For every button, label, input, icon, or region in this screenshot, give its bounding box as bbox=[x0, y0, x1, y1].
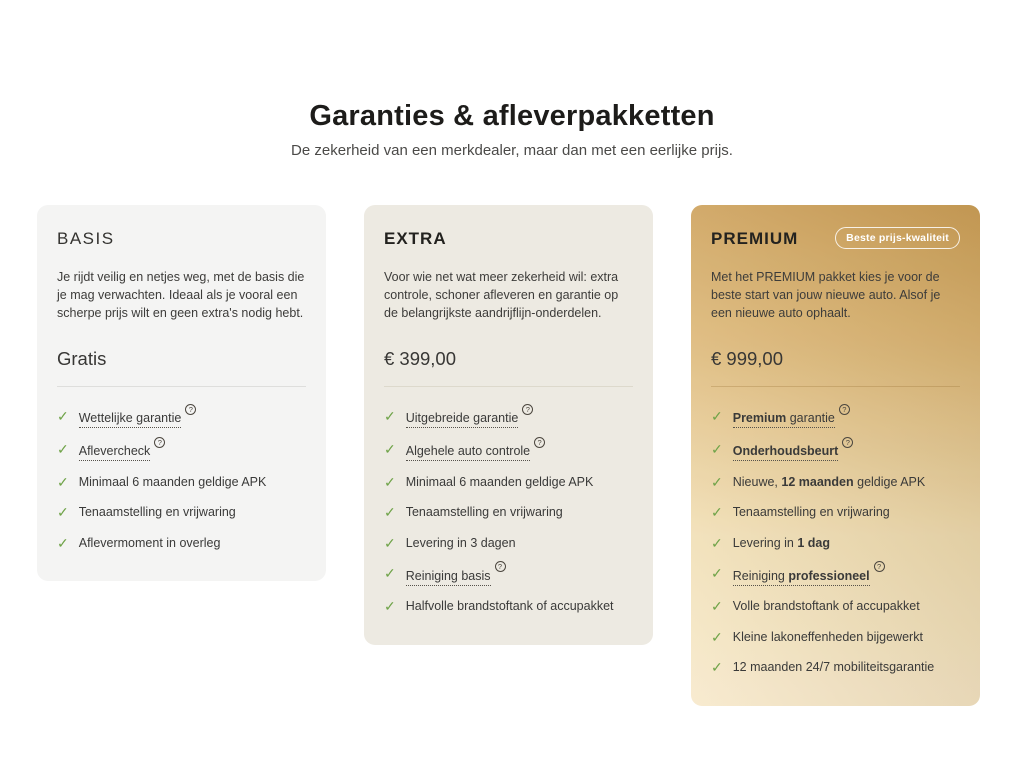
feature-text-segment: Aflevermoment in overleg bbox=[78, 535, 221, 550]
feature-item bbox=[57, 536, 306, 552]
check-icon: ✓ bbox=[384, 534, 396, 551]
feature-label bbox=[732, 405, 850, 427]
check-icon: ✓ bbox=[57, 534, 69, 551]
feature-text-segment: geldige APK bbox=[853, 474, 926, 489]
feature-list bbox=[57, 405, 306, 551]
check-icon: ✓ bbox=[711, 628, 723, 645]
feature-label bbox=[732, 437, 854, 460]
package-price: € 399,00 bbox=[384, 348, 457, 369]
feature-tooltip-link[interactable] bbox=[733, 569, 870, 586]
package-price: Gratis bbox=[57, 348, 107, 369]
feature-item bbox=[384, 562, 633, 584]
feature-label bbox=[733, 505, 890, 521]
feature-list bbox=[711, 405, 960, 676]
feature-text-segment: Reiniging basis bbox=[405, 568, 491, 583]
feature-text-segment: Volle brandstoftank of accupakket bbox=[732, 599, 920, 614]
feature-label bbox=[406, 505, 563, 521]
package-name: BASIS bbox=[57, 229, 115, 248]
package-cards bbox=[37, 205, 980, 706]
feature-text-segment: professioneel bbox=[788, 568, 870, 583]
feature-text-segment: Aflevercheck bbox=[78, 443, 151, 458]
check-icon: ✓ bbox=[711, 408, 723, 424]
check-icon: ✓ bbox=[57, 408, 69, 424]
package-price: € 999,00 bbox=[711, 348, 784, 369]
feature-item bbox=[384, 505, 633, 521]
feature-item bbox=[711, 536, 960, 552]
info-icon[interactable]: ? bbox=[842, 437, 853, 448]
feature-label bbox=[733, 475, 926, 491]
feature-label bbox=[405, 405, 534, 427]
feature-text-segment: Nieuwe, bbox=[732, 474, 782, 489]
feature-label bbox=[732, 562, 885, 584]
page-subtitle: De zekerheid van een merkdealer, maar dan met een eerlijke prijs. bbox=[291, 142, 733, 159]
check-icon: ✓ bbox=[711, 659, 723, 676]
check-icon: ✓ bbox=[384, 598, 396, 615]
check-icon: ✓ bbox=[384, 504, 396, 521]
check-icon: ✓ bbox=[711, 534, 723, 551]
feature-item bbox=[57, 475, 306, 491]
divider bbox=[57, 386, 306, 387]
info-icon[interactable]: ? bbox=[534, 437, 545, 448]
feature-item bbox=[57, 437, 306, 460]
feature-text-segment: Tenaamstelling en vrijwaring bbox=[732, 505, 890, 520]
check-icon: ✓ bbox=[384, 440, 396, 457]
feature-text-segment: 12 maanden bbox=[781, 474, 854, 489]
feature-tooltip-link[interactable] bbox=[406, 411, 519, 428]
best-value-badge: Beste prijs-kwaliteit bbox=[835, 227, 960, 249]
check-icon: ✓ bbox=[384, 565, 396, 582]
feature-item bbox=[384, 405, 633, 427]
check-icon: ✓ bbox=[711, 504, 723, 521]
feature-item bbox=[711, 562, 960, 584]
info-icon[interactable]: ? bbox=[874, 561, 885, 572]
feature-text-segment: Tenaamstelling en vrijwaring bbox=[405, 505, 563, 520]
info-icon[interactable]: ? bbox=[154, 437, 165, 448]
package-description: Voor wie net wat meer zekerheid wil: extra controle, schoner afleveren en garantie op de belangrijkste aandrijflijn-onderdelen. bbox=[384, 270, 619, 321]
feature-item bbox=[711, 660, 960, 676]
feature-text-segment: Algehele auto controle bbox=[405, 443, 531, 458]
feature-list bbox=[384, 405, 633, 615]
feature-item bbox=[384, 599, 633, 615]
feature-label bbox=[733, 536, 830, 552]
check-icon: ✓ bbox=[57, 473, 69, 490]
check-icon: ✓ bbox=[711, 473, 723, 490]
check-icon: ✓ bbox=[57, 440, 69, 457]
feature-item bbox=[711, 437, 960, 460]
feature-tooltip-link[interactable] bbox=[733, 444, 839, 461]
feature-label bbox=[78, 405, 197, 427]
info-icon[interactable]: ? bbox=[839, 404, 850, 415]
feature-label bbox=[733, 660, 935, 676]
feature-label bbox=[405, 562, 506, 584]
divider bbox=[384, 386, 633, 387]
card-header bbox=[384, 227, 633, 249]
feature-text-segment: Levering in bbox=[732, 535, 798, 550]
feature-label bbox=[733, 630, 923, 646]
page-title: Garanties & afleverpakketten bbox=[309, 100, 715, 132]
feature-item bbox=[384, 536, 633, 552]
feature-text-segment: garantie bbox=[786, 411, 835, 426]
feature-text-segment: Reiniging bbox=[732, 568, 789, 583]
check-icon: ✓ bbox=[384, 473, 396, 490]
package-description: Met het PREMIUM pakket kies je voor de beste start van jouw nieuwe auto. Alsof je een nieuwe auto ophaalt. bbox=[711, 270, 941, 321]
feature-text-segment: Premium bbox=[732, 411, 787, 426]
feature-text-segment: 1 dag bbox=[797, 535, 831, 550]
package-card-premium bbox=[691, 205, 980, 706]
info-icon[interactable]: ? bbox=[495, 561, 506, 572]
check-icon: ✓ bbox=[384, 408, 396, 424]
feature-text-segment: Halfvolle brandstoftank of accupakket bbox=[405, 599, 614, 614]
feature-label bbox=[406, 599, 614, 615]
feature-label bbox=[406, 536, 516, 552]
feature-text-segment: Minimaal 6 maanden geldige APK bbox=[405, 474, 594, 489]
info-icon[interactable]: ? bbox=[185, 404, 196, 415]
package-description: Je rijdt veilig en netjes weg, met de basis die je mag verwachten. Ideaal als je vooral een scherpe prijs wilt en geen extra's nodig hebt. bbox=[57, 270, 305, 321]
feature-text-segment: Kleine lakoneffenheden bijgewerkt bbox=[732, 629, 923, 644]
feature-item bbox=[384, 475, 633, 491]
feature-text-segment: Wettelijke garantie bbox=[78, 411, 182, 426]
feature-text-segment: Onderhoudsbeurt bbox=[732, 443, 839, 458]
feature-item bbox=[57, 505, 306, 521]
check-icon: ✓ bbox=[711, 440, 723, 457]
package-name: PREMIUM bbox=[711, 229, 799, 248]
package-card-basis bbox=[37, 205, 326, 581]
feature-tooltip-link[interactable] bbox=[733, 411, 835, 428]
feature-text-segment: 12 maanden 24/7 mobiliteitsgarantie bbox=[732, 660, 935, 675]
feature-text-segment: Levering in 3 dagen bbox=[405, 535, 516, 550]
feature-item bbox=[57, 405, 306, 427]
feature-item bbox=[711, 405, 960, 427]
feature-label bbox=[405, 437, 545, 460]
feature-text-segment: Uitgebreide garantie bbox=[405, 411, 519, 426]
feature-label bbox=[78, 437, 166, 460]
card-header bbox=[711, 227, 960, 249]
feature-item bbox=[711, 505, 960, 521]
feature-item bbox=[711, 630, 960, 646]
feature-label bbox=[79, 505, 236, 521]
feature-text-segment: Tenaamstelling en vrijwaring bbox=[78, 505, 236, 520]
check-icon: ✓ bbox=[711, 565, 723, 582]
feature-label bbox=[79, 536, 221, 552]
feature-item bbox=[711, 475, 960, 491]
package-name: EXTRA bbox=[384, 229, 447, 248]
feature-label bbox=[733, 599, 920, 615]
section-header bbox=[0, 0, 1024, 159]
check-icon: ✓ bbox=[711, 598, 723, 615]
info-icon[interactable]: ? bbox=[522, 404, 533, 415]
feature-tooltip-link[interactable] bbox=[79, 444, 151, 461]
feature-tooltip-link[interactable] bbox=[79, 411, 182, 428]
feature-tooltip-link[interactable] bbox=[406, 569, 491, 586]
feature-label bbox=[79, 475, 267, 491]
feature-text-segment: Minimaal 6 maanden geldige APK bbox=[78, 474, 267, 489]
feature-tooltip-link[interactable] bbox=[406, 444, 530, 461]
package-card-extra bbox=[364, 205, 653, 645]
check-icon: ✓ bbox=[57, 504, 69, 521]
feature-label bbox=[406, 475, 594, 491]
feature-item bbox=[384, 437, 633, 460]
feature-item bbox=[711, 599, 960, 615]
divider bbox=[711, 386, 960, 387]
card-header bbox=[57, 227, 306, 249]
